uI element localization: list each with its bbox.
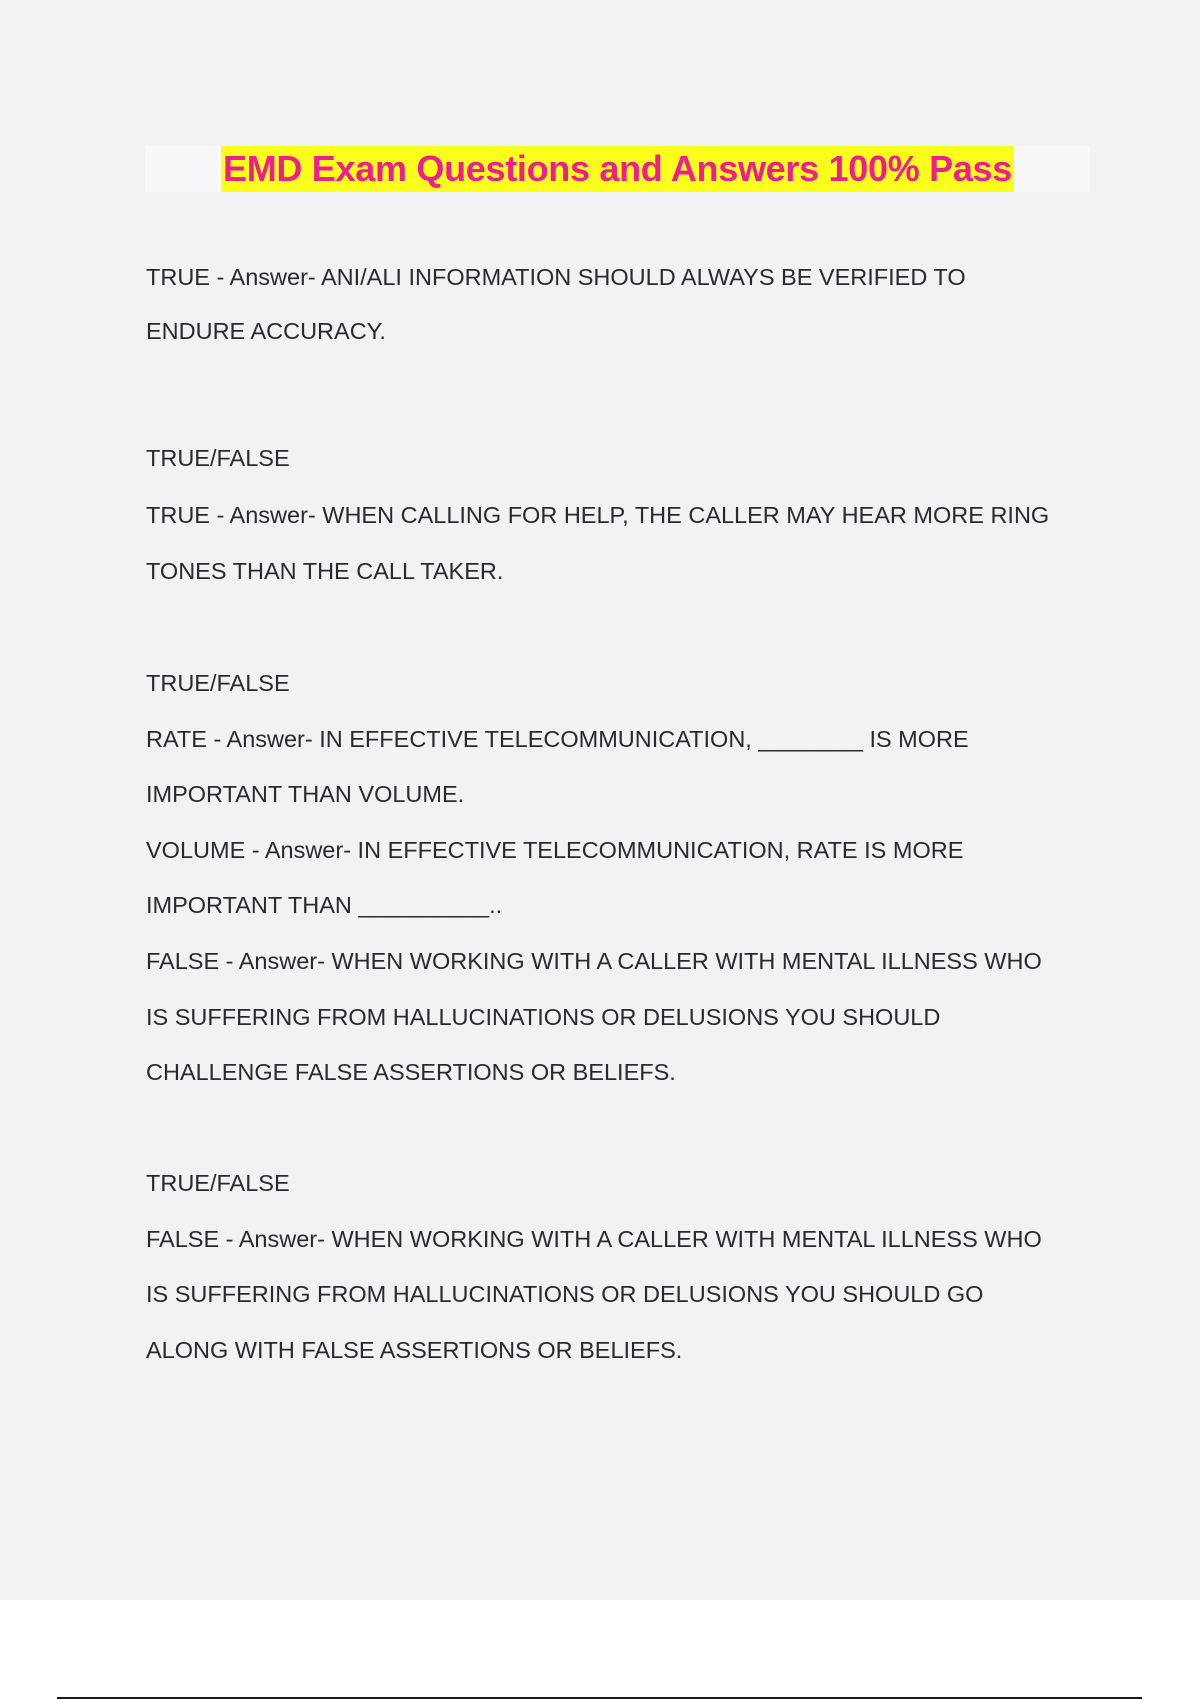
answer-line: IS SUFFERING FROM HALLUCINATIONS OR DELUSIONS YOU SHOULD xyxy=(146,1004,941,1030)
answer-line: ENDURE ACCURACY. xyxy=(146,318,386,344)
answer-line: RATE - Answer- IN EFFECTIVE TELECOMMUNICATION, ________ IS MORE xyxy=(146,726,969,752)
answer-line: CHALLENGE FALSE ASSERTIONS OR BELIEFS. xyxy=(146,1059,676,1085)
question-type-label: TRUE/FALSE xyxy=(146,445,290,471)
answer-line: TRUE - Answer- WHEN CALLING FOR HELP, THE CALLER MAY HEAR MORE RING xyxy=(146,502,1050,528)
title-block xyxy=(145,146,1090,192)
question-type-label: TRUE/FALSE xyxy=(146,1170,290,1196)
answer-line: IS SUFFERING FROM HALLUCINATIONS OR DELUSIONS YOU SHOULD GO xyxy=(146,1281,984,1307)
answer-line: FALSE - Answer- WHEN WORKING WITH A CALLER WITH MENTAL ILLNESS WHO xyxy=(146,948,1042,974)
answer-line: ALONG WITH FALSE ASSERTIONS OR BELIEFS. xyxy=(146,1337,683,1363)
document-title: EMD Exam Questions and Answers 100% Pass xyxy=(221,146,1014,192)
page-divider xyxy=(57,1697,1142,1699)
answer-line: IMPORTANT THAN __________.. xyxy=(146,892,503,918)
answer-line: TONES THAN THE CALL TAKER. xyxy=(146,558,504,584)
answer-line: FALSE - Answer- WHEN WORKING WITH A CALLER WITH MENTAL ILLNESS WHO xyxy=(146,1226,1042,1252)
answer-line: TRUE - Answer- ANI/ALI INFORMATION SHOULD ALWAYS BE VERIFIED TO xyxy=(146,264,966,290)
answer-line: VOLUME - Answer- IN EFFECTIVE TELECOMMUNICATION, RATE IS MORE xyxy=(146,837,964,863)
answer-line: IMPORTANT THAN VOLUME. xyxy=(146,781,465,807)
question-type-label: TRUE/FALSE xyxy=(146,670,290,696)
